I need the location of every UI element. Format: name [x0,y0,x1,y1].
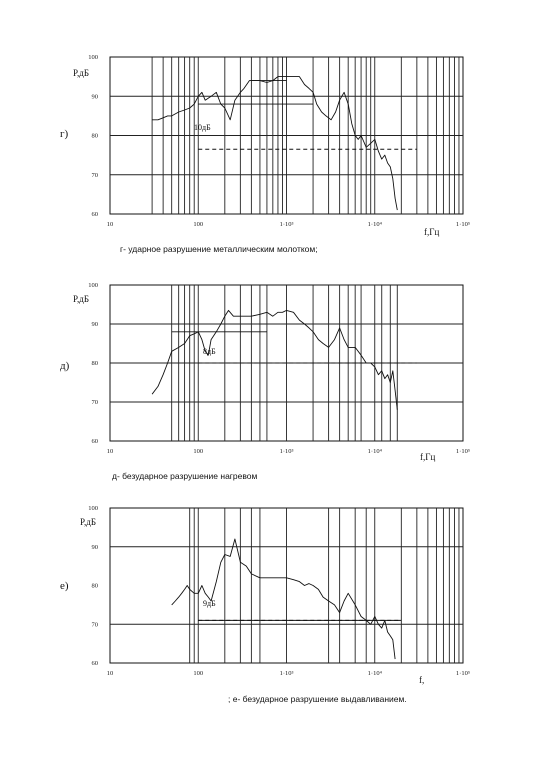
y-tick-label: 80 [91,582,98,590]
panel-label: г) [60,128,69,140]
chart-caption: г- ударное разрушение металлическим молотком; [120,244,318,254]
y-tick-label: 100 [88,282,98,289]
y-axis-label: P,дБ [73,68,90,78]
x-tick-label: 10 [106,448,114,455]
level-annotation: 9дБ [203,599,216,608]
x-tick-label: 1·10³ [279,221,294,228]
x-tick-label: 1·10⁴ [367,670,382,677]
x-tick-label: 10 [106,221,114,228]
y-axis-label: P,дБ [73,294,90,304]
x-tick-label: 100 [193,448,204,455]
level-annotation: 10дБ [194,123,211,132]
chart-caption: ; е- безударное разрушение выдавливанием. [228,694,407,704]
chart-caption: д- безударное разрушение нагревом [112,471,258,481]
y-tick-label: 100 [88,54,98,61]
panel-label: е) [60,580,69,592]
y-tick-label: 90 [91,543,98,551]
x-tick-label: 1·10³ [279,448,294,455]
y-tick-label: 60 [91,438,98,445]
y-tick-label: 90 [91,93,98,101]
x-tick-label: 1·10⁵ [455,221,471,228]
y-tick-label: 80 [91,132,98,140]
y-tick-label: 60 [91,211,98,218]
y-tick-label: 70 [91,399,98,406]
level-annotation: 8дБ [203,347,216,356]
x-axis-label: f,Гц [424,227,440,237]
x-tick-label: 100 [193,221,204,228]
y-tick-label: 90 [91,321,98,328]
x-tick-label: 1·10⁵ [455,448,471,455]
y-tick-label: 70 [91,621,98,629]
y-axis-label: P,дБ [80,517,97,527]
y-tick-label: 60 [91,660,98,667]
x-tick-label: 1·10⁴ [367,221,382,228]
x-tick-label: 100 [193,670,204,677]
x-axis-label: f, [419,675,425,685]
x-tick-label: 1·10³ [279,670,294,677]
x-axis-label: f,Гц [420,452,436,462]
y-tick-label: 70 [91,171,98,179]
x-tick-label: 10 [106,670,114,677]
x-tick-label: 1·10⁵ [455,670,471,677]
y-tick-label: 80 [91,360,98,367]
x-tick-label: 1·10⁴ [367,448,382,455]
y-tick-label: 100 [88,505,98,512]
panel-label: д) [60,360,70,372]
